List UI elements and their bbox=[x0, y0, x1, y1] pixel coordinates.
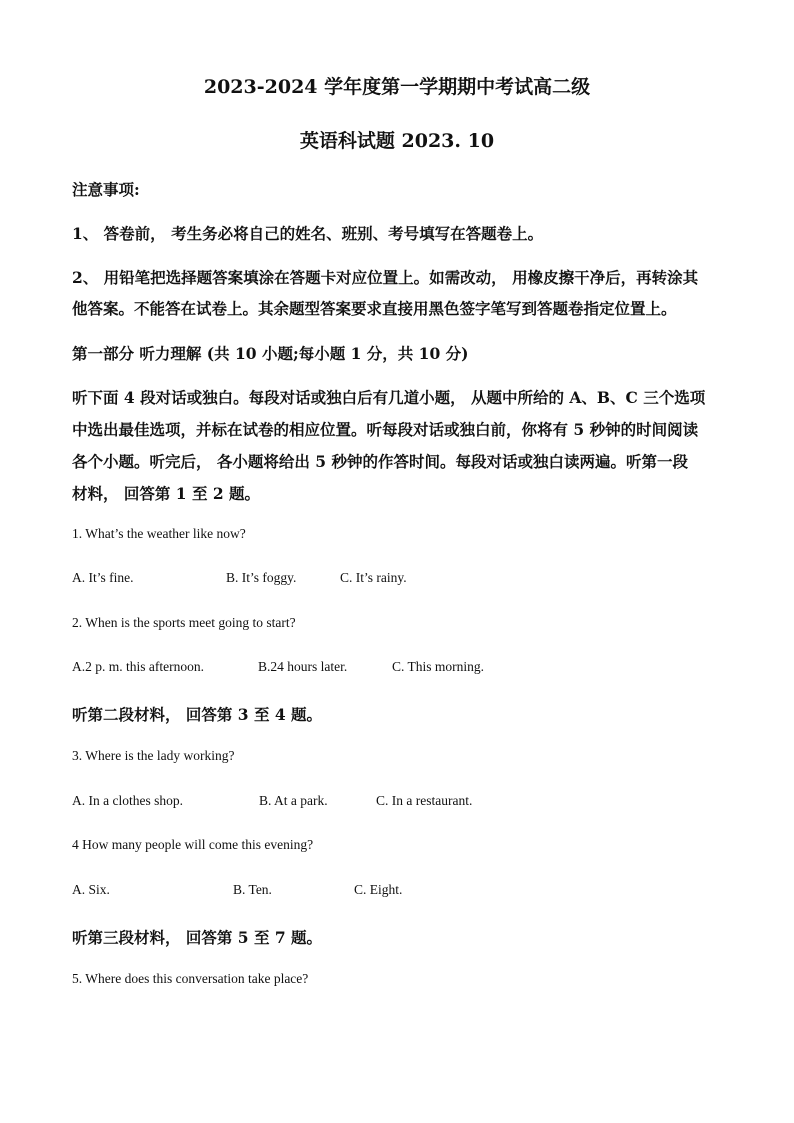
instructions-line-4: 材料， 回答第 1 至 2 题。 bbox=[72, 484, 261, 503]
question-4: 4 How many people will come this evening? bbox=[72, 837, 314, 852]
passage-3-heading: 听第三段材料， 回答第 5 至 7 题。 bbox=[72, 928, 323, 947]
notice-item-1: 1、 答卷前， 考生务必将自己的姓名、班别、考号填写在答题卷上。 bbox=[72, 224, 544, 243]
notice-item-2-line-1: 2、 用铅笔把选择题答案填涂在答题卡对应位置上。如需改动， 用橡皮擦干净后，再转涂其 bbox=[72, 268, 699, 287]
q2-option-b: B.24 hours later. bbox=[258, 659, 348, 674]
notice-heading: 注意事项: bbox=[72, 180, 140, 199]
q3-option-c: C. In a restaurant. bbox=[376, 793, 473, 808]
q1-option-a: A. It’s fine. bbox=[72, 570, 134, 585]
notice-item-2-line-2: 他答案。不能答在试卷上。其余题型答案要求直接用黑色签字笔写到答题卷指定位置上。 bbox=[72, 299, 677, 318]
q4-option-c: C. Eight. bbox=[354, 882, 403, 897]
question-1: 1. What’s the weather like now? bbox=[72, 526, 246, 541]
instructions-line-3: 各个小题。听完后， 各小题将给出 5 秒钟的作答时间。每段对话或独白读两遍。听第一段 bbox=[72, 452, 688, 471]
q2-option-c: C. This morning. bbox=[392, 659, 485, 674]
q4-option-a: A. Six. bbox=[72, 882, 110, 897]
exam-subtitle: 英语科试题 2023. 10 bbox=[299, 130, 495, 152]
q4-option-b: B. Ten. bbox=[233, 882, 272, 897]
q1-option-b: B. It’s foggy. bbox=[226, 570, 297, 585]
q3-option-a: A. In a clothes shop. bbox=[72, 793, 183, 808]
q3-option-b: B. At a park. bbox=[259, 793, 328, 808]
question-2: 2. When is the sports meet going to start? bbox=[72, 615, 296, 630]
exam-title: 2023-2024 学年度第一学期期中考试高二级 bbox=[203, 76, 591, 98]
passage-2-heading: 听第二段材料， 回答第 3 至 4 题。 bbox=[72, 705, 323, 724]
q2-option-a: A.2 p. m. this afternoon. bbox=[72, 659, 204, 674]
instructions-line-1: 听下面 4 段对话或独白。每段对话或独白后有几道小题， 从题中所给的 A、B、C 三个选项 bbox=[72, 388, 706, 407]
question-3: 3. Where is the lady working? bbox=[72, 748, 235, 763]
question-5: 5. Where does this conversation take place? bbox=[72, 971, 309, 986]
instructions-line-2: 中选出最佳选项，并标在试卷的相应位置。听每段对话或独白前，你将有 5 秒钟的时间阅读 bbox=[72, 420, 699, 439]
section-heading: 第一部分 听力理解 (共 10 小题;每小题 1 分，共 10 分) bbox=[72, 344, 469, 363]
q1-option-c: C. It’s rainy. bbox=[340, 570, 407, 585]
